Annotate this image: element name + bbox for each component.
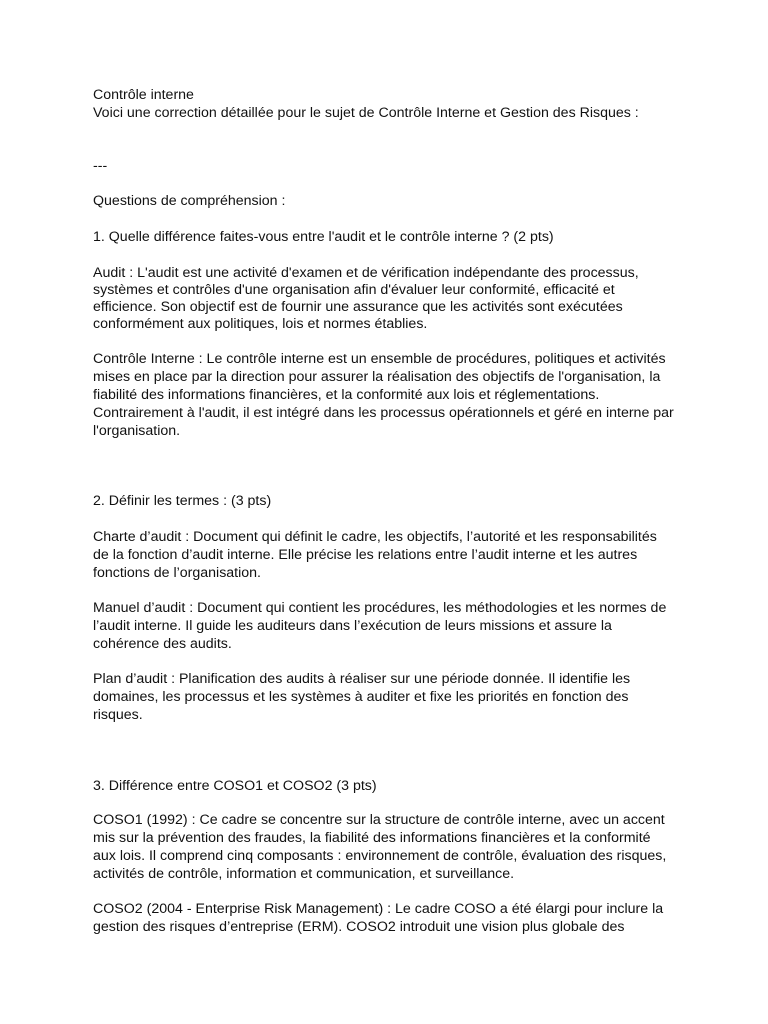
document-title: Contrôle interne (93, 87, 194, 103)
controle-interne-definition-line: Contrairement à l'audit, il est intégré dans les processus opérationnels et géré en interne par (93, 405, 674, 421)
question-3: 3. Différence entre COSO1 et COSO2 (3 pts) (93, 778, 377, 794)
coso1-line: activités de contrôle, information et communication, et surveillance. (93, 866, 515, 882)
coso1-line: aux lois. Il comprend cinq composants : environnement de contrôle, évaluation des risques, (93, 848, 667, 864)
audit-definition-line: efficience. Son objectif est de fournir une assurance que les activités sont exécutées (93, 299, 623, 315)
audit-definition-line: conformément aux politiques, lois et normes établies. (93, 316, 428, 332)
plan-audit-line: domaines, les processus et les systèmes à auditer et fixe les priorités en fonction des (93, 689, 629, 705)
manuel-audit-line: cohérence des audits. (93, 636, 232, 652)
controle-interne-definition-line: Contrôle Interne : Le contrôle interne est un ensemble de procédures, politiques et activités (93, 351, 666, 367)
charte-audit-line: Charte d’audit : Document qui définit le cadre, les objectifs, l’autorité et les responsabilités (93, 529, 657, 545)
controle-interne-definition-line: l'organisation. (93, 423, 181, 439)
audit-definition-line: Audit : L'audit est une activité d'examen et de vérification indépendante des processus, (93, 265, 639, 281)
question-1: 1. Quelle différence faites-vous entre l'audit et le contrôle interne ? (2 pts) (93, 229, 554, 245)
coso2-line: gestion des risques d’entreprise (ERM). COSO2 introduit une vision plus globale des (93, 919, 625, 935)
coso1-line: mis sur la prévention des fraudes, la fiabilité des informations financières et la conformité (93, 830, 651, 846)
controle-interne-definition-line: mises en place par la direction pour assurer la réalisation des objectifs de l'organisation, la (93, 369, 661, 385)
audit-definition-line: systèmes et contrôles d'une organisation afin d'évaluer leur conformité, efficacité et (93, 282, 615, 298)
controle-interne-definition-line: fiabilité des informations financières, et la conformité aux lois et réglementations. (93, 387, 600, 403)
plan-audit-line: risques. (93, 707, 143, 723)
question-2: 2. Définir les termes : (3 pts) (93, 493, 272, 509)
charte-audit-line: fonctions de l’organisation. (93, 565, 261, 581)
separator: --- (93, 158, 108, 174)
coso1-line: COSO1 (1992) : Ce cadre se concentre sur la structure de contrôle interne, avec un accent (93, 812, 665, 828)
coso2-line: COSO2 (2004 - Enterprise Risk Management) : Le cadre COSO a été élargi pour inclure la (93, 901, 664, 917)
manuel-audit-line: l’audit interne. Il guide les auditeurs dans l’exécution de leurs missions et assure la (93, 618, 612, 634)
plan-audit-line: Plan d’audit : Planification des audits à réaliser sur une période donnée. Il identifie les (93, 671, 631, 687)
intro-text: Voici une correction détaillée pour le sujet de Contrôle Interne et Gestion des Risques : (93, 105, 639, 121)
manuel-audit-line: Manuel d’audit : Document qui contient les procédures, les méthodologies et les normes de (93, 600, 667, 616)
section-heading: Questions de compréhension : (93, 193, 286, 209)
charte-audit-line: de la fonction d’audit interne. Elle précise les relations entre l’audit interne et les autres (93, 547, 638, 563)
